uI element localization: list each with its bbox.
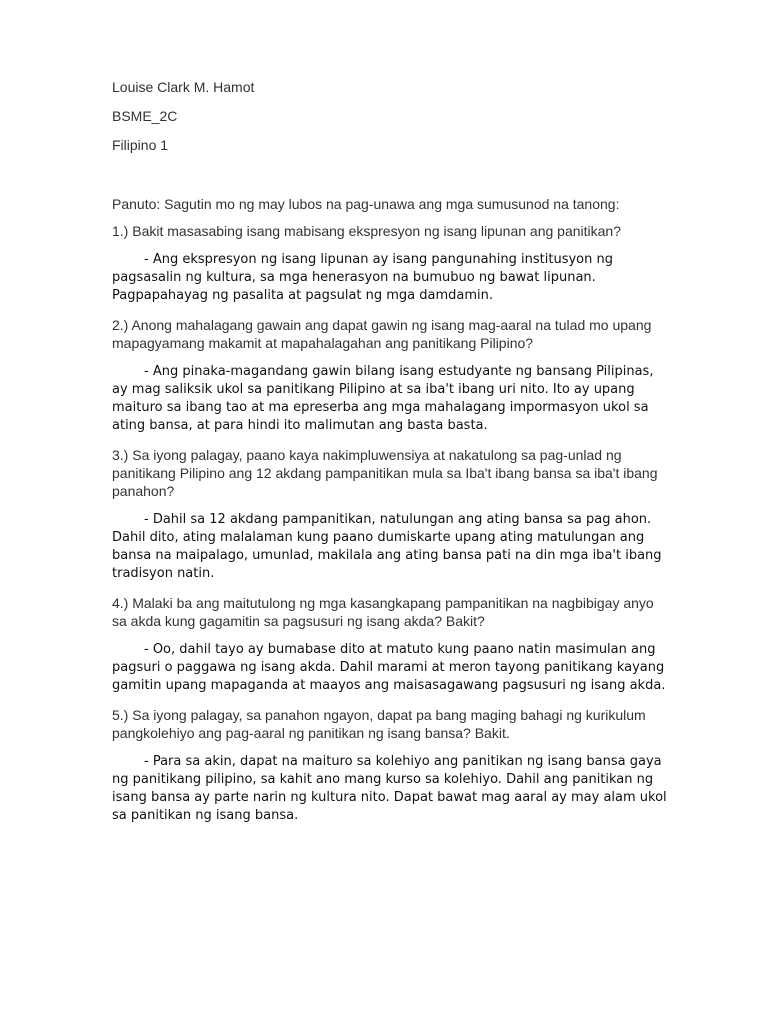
- document-body: [112, 195, 672, 836]
- answer-4: - Oo, dahil tayo ay bumabase dito at matuto kung paano natin masimulan ang pagsuri o paggawa ng isang akda. Dahil marami at meron tayong panitikang kayang gamitin upang mapaganda at maayos ang maisasagawang pagsusuri ng isang akda.: [112, 642, 666, 693]
- answer-3: - Dahil sa 12 akdang pampanitikan, natulungan ang ating bansa sa pag ahon. Dahil dito, ating malalaman kung paano dumiskarte upang ating matulungan ang bansa na maipalago, umunlad, makilala ang ating bansa pati na din mga iba't ibang tradisyon natin.: [112, 512, 662, 581]
- answer-2: - Ang pinaka-magandang gawin bilang isang estudyante ng bansang Pilipinas, ay mag saliksik ukol sa panitikang Pilipino at sa iba't ibang uri nito. Ito ay upang maituro sa ibang tao at ma epreserba ang mga mahalagang impormasyon ukol sa ating bansa, at para hindi ito malimutan ang basta basta.: [112, 364, 654, 433]
- subject-title: Filipino 1: [112, 137, 169, 153]
- student-name: Louise Clark M. Hamot: [112, 79, 255, 95]
- question-1: 1.) Bakit masasabing isang mabisang ekspresyon ng isang lipunan ang panitikan?: [112, 223, 621, 239]
- answer-5: - Para sa akin, dapat na maituro sa kolehiyo ang panitikan ng isang bansa gaya ng panitikang pilipino, sa kahit ano mang kurso sa kolehiyo. Dahil ang panitikan ng isang bansa ay parte narin ng kultura nito. Dapat bawat mag aaral ay may alam ukol sa panitikan ng isang bansa.: [112, 754, 667, 823]
- answer-1: - Ang ekspresyon ng isang lipunan ay isang pangunahing institusyon ng pagsasalin ng kultura, sa mga henerasyon na bumubuo ng bawat lipunan. Pagpapahayag ng pasalita at pagsulat ng mga damdamin.: [112, 252, 613, 303]
- instruction-text: Panuto: Sagutin mo ng may lubos na pag-unawa ang mga sumusunod na tanong:: [112, 196, 620, 212]
- question-3: 3.) Sa iyong palagay, paano kaya nakimpluwensiya at nakatulong sa pag-unlad ng panitikang Pilipino ang 12 akdang pampanitikan mula sa Iba't ibang bansa sa iba't ibang panahon?: [112, 447, 658, 499]
- student-section: BSME_2C: [112, 108, 178, 124]
- question-4: 4.) Malaki ba ang maitutulong ng mga kasangkapang pampanitikan na nagbibigay anyo sa akda kung gagamitin sa pagsusuri ng isang akda? Bakit?: [112, 595, 654, 629]
- question-2: 2.) Anong mahalagang gawain ang dapat gawin ng isang mag-aaral na tulad mo upang mapagyamang makamit at mapahalagahan ang panitikang Pilipino?: [112, 317, 652, 351]
- question-5: 5.) Sa iyong palagay, sa panahon ngayon, dapat pa bang maging bahagi ng kurikulum pangkolehiyo ang pag-aaral ng panitikan ng isang bansa? Bakit.: [112, 707, 646, 741]
